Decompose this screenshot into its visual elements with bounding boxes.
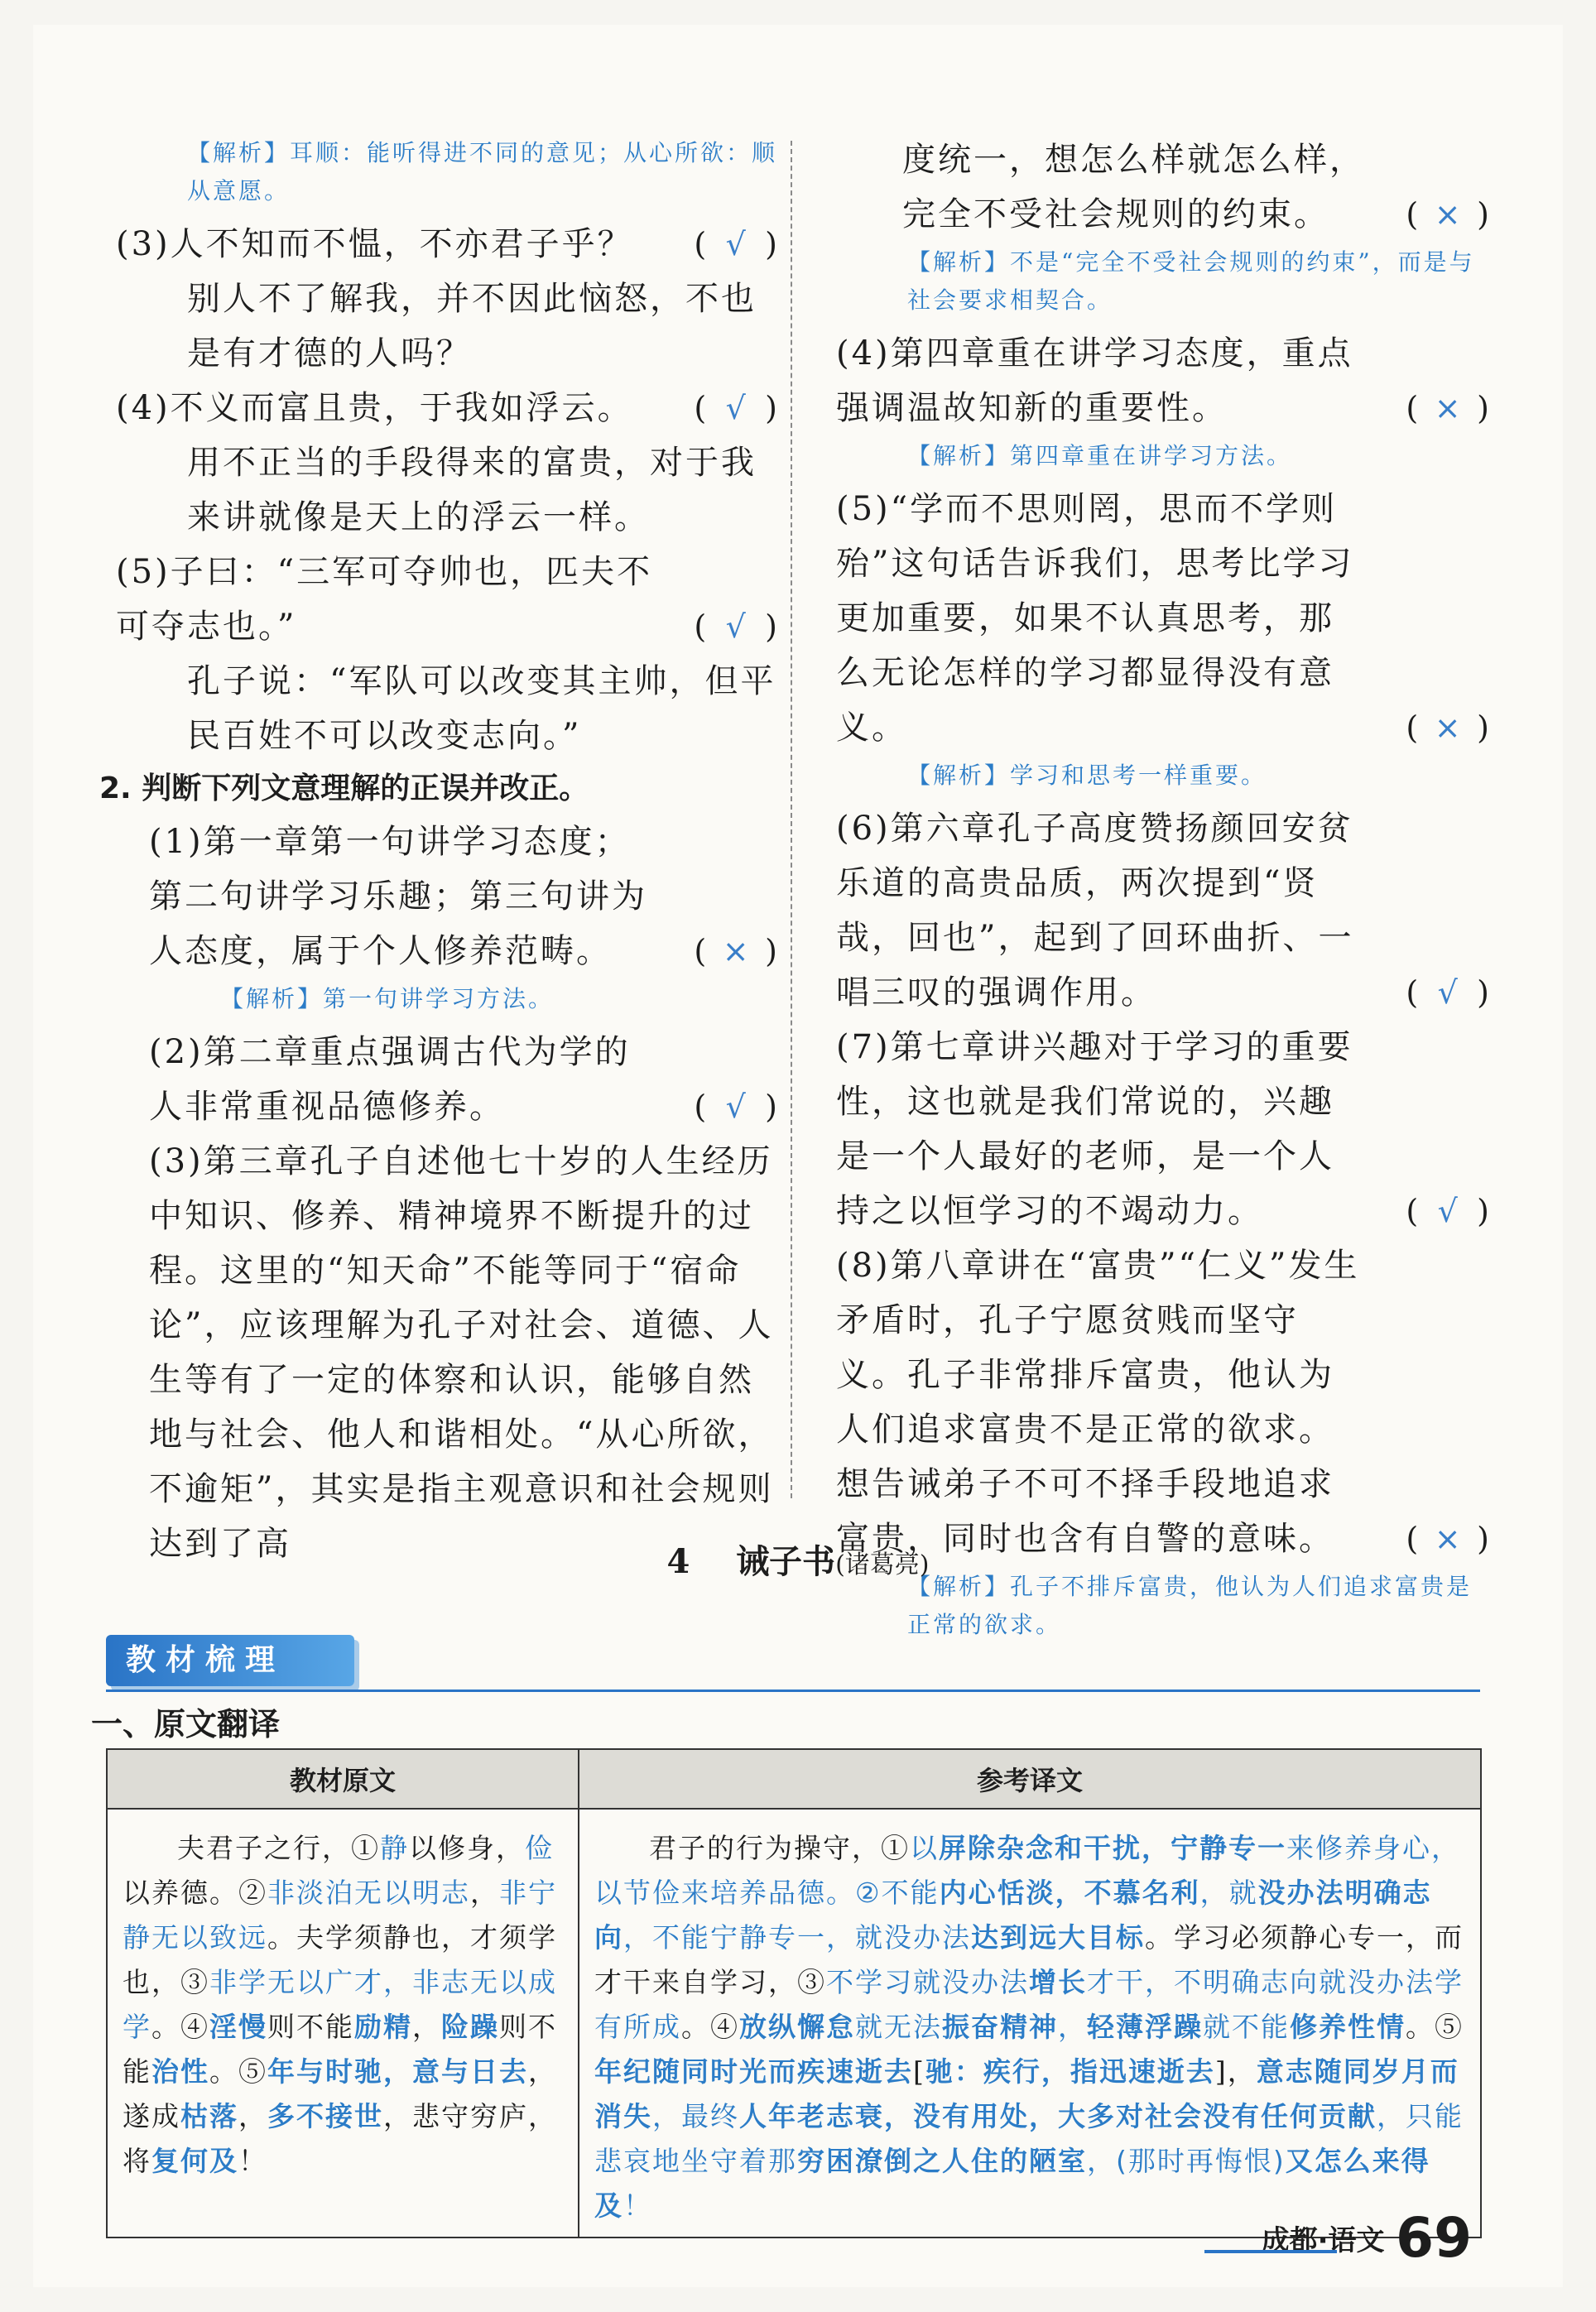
answer-box: ( × )	[1406, 1521, 1490, 1557]
left-column	[99, 132, 778, 1571]
q2-item-3	[116, 1134, 778, 1571]
text-segment: 以	[910, 1832, 939, 1864]
question-text: (2)第二章重点强调古代为学的人非常重视品德修养。	[149, 1033, 631, 1126]
table-header-original: 教材原文	[107, 1749, 579, 1809]
analysis-note: 【解析】孔子不排斥富贵，他认为人们追求富贵是正常的欲求。	[907, 1573, 1473, 1638]
question-text: (1)第一章第一句讲学习态度；第二句讲学习乐趣；第三句讲为人态度，属于个人修养范畴。	[149, 823, 647, 970]
text-segment: 来修养身心，以节俭来培养品德。②不能	[594, 1832, 1460, 1909]
lesson-author: (诸葛亮)	[835, 1550, 930, 1579]
translation-text: 用不正当的手段得来的富贵，对于我来讲就像是天上的浮云一样。	[187, 444, 757, 536]
footer-rule	[1204, 2250, 1337, 2253]
question-text: (6)第六章孔子高度赞扬颜回安贫乐道的高贵品质，两次提到“贤哉，回也”，起到了回环曲折、一唱三叹的强调作用。	[836, 810, 1354, 1012]
text-segment: 不学习就没办法	[826, 1966, 1029, 1998]
text-segment: 内心恬淡，不慕名利	[939, 1877, 1200, 1909]
text-segment: ，	[1058, 2011, 1087, 2043]
analysis-note: 【解析】不是“完全不受社会规则的约束”，而是与社会要求相契合。	[907, 248, 1475, 314]
text-segment: ，不能宁静专一，就没办法	[623, 1921, 971, 1954]
translation-text-cell	[579, 1809, 1481, 2237]
text-segment: 静	[380, 1832, 409, 1864]
text-segment: ，最终	[652, 2100, 739, 2132]
question-text: (4)不义而富且贵，于我如浮云。	[116, 389, 633, 427]
text-segment: ，遂成	[123, 2055, 557, 2132]
text-segment: 年与时驰，意与日去	[267, 2055, 528, 2088]
text-segment: 治性	[151, 2055, 209, 2088]
text-segment: 非淡泊无以明志	[267, 1877, 470, 1909]
text-segment: 则不能	[123, 2011, 557, 2088]
text-segment: 夫君子之行，①	[177, 1832, 380, 1864]
section-banner: 教材梳理	[106, 1635, 354, 1686]
text-segment: 放纵懈怠	[739, 2011, 855, 2043]
text-segment: 则不能	[267, 2011, 354, 2043]
item-7	[836, 1020, 1490, 1238]
text-segment: 。⑤	[209, 2055, 267, 2088]
text-segment: 多不接世	[267, 2100, 383, 2132]
text-segment: 达到远大目标	[971, 1921, 1145, 1954]
item-5	[836, 482, 1490, 795]
answer-box: ( √ )	[1406, 1193, 1490, 1229]
analysis-note: 【解析】第四章重在讲学习方法。	[907, 442, 1293, 469]
text-segment: [	[913, 2055, 925, 2088]
text-segment: ，就	[1199, 1877, 1258, 1909]
question-text: (3)人不知而不愠，不亦君子乎？	[116, 225, 633, 263]
page-number: 69	[1396, 2206, 1472, 2270]
answer-box: ( × )	[1406, 709, 1490, 746]
text-segment: ，悲守穷庐，将	[123, 2100, 557, 2177]
answer-box: ( √ )	[694, 1089, 778, 1125]
text-segment: ，只能悲哀地坐守着那	[594, 2100, 1464, 2177]
text-segment: 以养德。②	[123, 1877, 267, 1909]
text-segment: ，	[412, 2011, 441, 2043]
question-text: (5)“学而不思则罔，思而不学则殆”这句话告诉我们，思考比学习更加重要，如果不认真思考，那么无论怎样的学习都显得没有意义。	[836, 490, 1354, 747]
item-4	[116, 381, 778, 545]
text-segment: 非宁静无以致远	[123, 1877, 557, 1954]
text-segment: 复何及	[151, 2145, 238, 2177]
lesson-title	[0, 1536, 1596, 1583]
text-segment: 又怎么来得及	[594, 2145, 1430, 2222]
text-segment: 意志随同岁月而消失	[594, 2055, 1459, 2132]
answer-box: ( × )	[694, 933, 778, 969]
q2-item-2	[116, 1025, 778, 1134]
translation-table	[106, 1748, 1482, 2238]
text-segment: 就无法	[855, 2011, 942, 2043]
text-segment: 年纪随同时光而疾速逝去	[594, 2055, 913, 2088]
text-segment: 俭	[525, 1832, 554, 1864]
text-segment: 人年老志衰，没有用处，大多对社会没有任何贡献	[739, 2100, 1377, 2132]
text-segment: 非学无以广才，非志无以成学	[123, 1966, 557, 2043]
question-text: (7)第七章讲兴趣对于学习的重要性，这也就是我们常说的，兴趣是一个人最好的老师，是一个人持之以恒学习的不竭动力。	[836, 1028, 1353, 1230]
q2-item-1	[116, 815, 778, 1018]
text-segment: ，(那时再悔恨)	[1087, 2145, 1286, 2177]
answer-box: ( √ )	[1406, 974, 1490, 1011]
text-segment: 修养性情	[1290, 2011, 1406, 2043]
answer-box: ( √ )	[694, 390, 778, 426]
item-8	[836, 1238, 1490, 1644]
item-4	[836, 326, 1490, 475]
text-segment: 淫慢	[209, 2011, 267, 2043]
text-segment: 穷困潦倒之人住的陋室	[797, 2145, 1087, 2177]
text-segment: 振奋精神	[942, 2011, 1058, 2043]
answer-box: ( √ )	[694, 226, 778, 262]
answer-box: ( × )	[1406, 390, 1490, 426]
analysis-note: 【解析】学习和思考一样重要。	[907, 762, 1267, 789]
text-segment: 轻薄浮躁	[1087, 2011, 1203, 2043]
original-text-cell	[107, 1809, 579, 2237]
text-segment: 君子的行为操守，①	[649, 1832, 910, 1864]
lesson-name: 诫子书	[736, 1542, 836, 1581]
right-column	[836, 132, 1490, 1651]
text-segment: 。⑤	[1406, 2011, 1464, 2043]
question-2-title: 2. 判断下列文意理解的正误并改正。	[99, 771, 589, 805]
text-segment: ]，	[1214, 2055, 1257, 2088]
answer-box: ( √ )	[694, 608, 778, 645]
translation-text: 孔子说：“军队可以改变其主帅，但平民百姓不可以改变志向。”	[187, 662, 776, 755]
question-text: (4)第四章重在讲学习态度，重点强调温故知新的重要性。	[836, 334, 1353, 427]
question-text: (3)第三章孔子自述他七十岁的人生经历中知识、修养、精神境界不断提升的过程。这里的“知天命”不能等同于“宿命论”，应该理解为孔子对社会、道德、人生等有了一定的体察和认识，能够自然地与社会、他人和谐相处。“从心所欲，不逾矩”，其实是指主观意识和社会规则达到了高	[149, 1142, 774, 1563]
text-segment: 。学习必须静心专一，而才干来自学习，③	[594, 1921, 1464, 1998]
subsection-title: 一、原文翻译	[91, 1706, 281, 1742]
text-segment: 。④	[151, 2011, 209, 2043]
translation-text: 别人不了解我，并不因此恼怒，不也是有才德的人吗？	[187, 280, 757, 373]
question-text: (8)第八章讲在“富贵”“仁义”发生矛盾时，孔子宁愿贫贱而坚守义。孔子非常排斥富贵，他认为人们追求富贵不是正常的欲求。想告诫弟子不可不择手段地追求富贵，同时也含有自警的意味。	[836, 1247, 1360, 1558]
analysis-note: 【解析】耳顺：能听得进不同的意见；从心所欲：顺从意愿。	[187, 139, 778, 204]
text-segment: ，	[238, 2100, 267, 2132]
banner-rule	[106, 1690, 1480, 1692]
text-segment: 驰：疾行，指迅速逝去	[925, 2055, 1215, 2088]
text-segment: ！	[238, 2145, 267, 2177]
lesson-number: 4	[666, 1542, 690, 1581]
text-segment: 没办法明确志向	[594, 1877, 1432, 1954]
text-segment: 。夫学须静也，才须学也，③	[123, 1921, 557, 1998]
analysis-note: 【解析】第一句讲学习方法。	[220, 985, 555, 1012]
text-segment: 增长	[1029, 1966, 1087, 1998]
text-segment: 以修身，	[409, 1832, 525, 1864]
text-segment: 屏除杂念和干扰，宁静专一	[939, 1832, 1286, 1864]
text-segment: ，	[470, 1877, 499, 1909]
table-header-translation: 参考译文	[579, 1749, 1481, 1809]
page-footer	[1262, 2206, 1472, 2270]
footer-region: 成都·语文	[1261, 2224, 1385, 2257]
continued-item: 度统一，想怎么样就怎么样，完全不受社会规则的约束。 ( × )	[836, 132, 1490, 242]
text-segment: 险躁	[441, 2011, 499, 2043]
column-divider	[791, 141, 792, 1498]
text-segment: 才干，不明确志向就没办法学有所成	[594, 1966, 1464, 2043]
text-segment: 就不能	[1203, 2011, 1290, 2043]
question-text: (5)子曰：“三军可夺帅也，匹夫不可夺志也。”	[116, 553, 653, 646]
answer-box: ( × )	[1406, 196, 1490, 233]
text-segment: ！	[623, 2189, 652, 2222]
text-segment: 。④	[681, 2011, 739, 2043]
item-5	[116, 545, 778, 763]
text-segment: 枯落	[180, 2100, 238, 2132]
item-3	[116, 217, 778, 381]
text-segment: 励精	[354, 2011, 412, 2043]
item-6	[836, 801, 1490, 1020]
